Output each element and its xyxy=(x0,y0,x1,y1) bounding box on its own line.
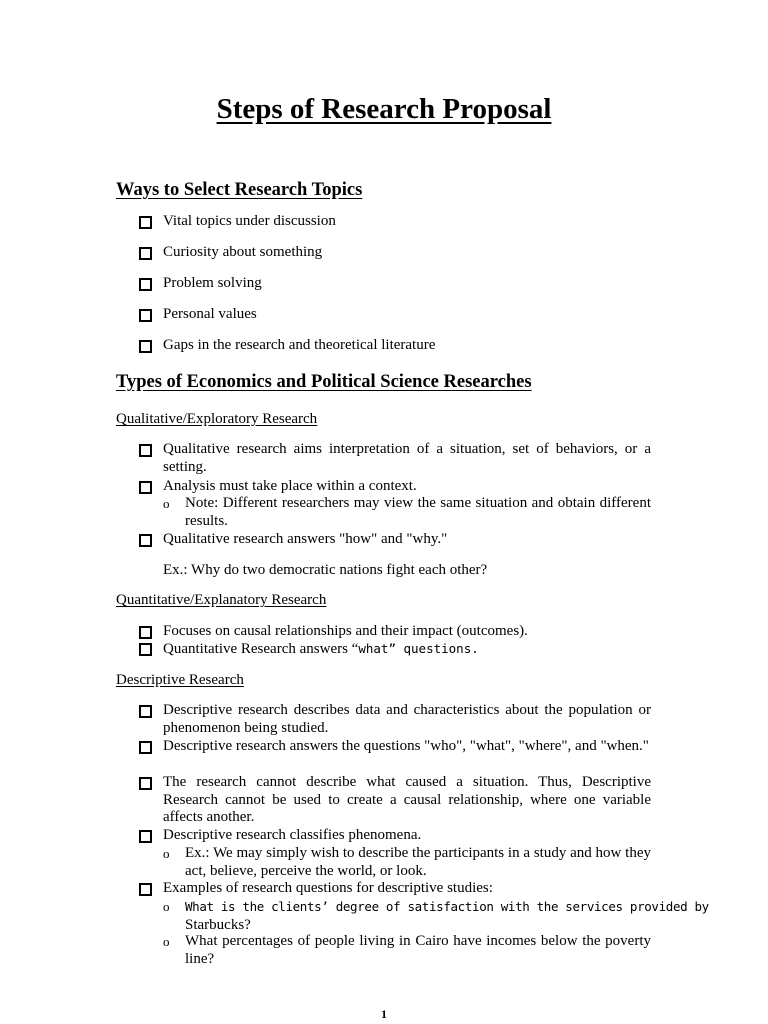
checkbox-bullet-icon xyxy=(139,340,152,353)
page-number: 1 xyxy=(381,1007,387,1021)
page-title: Steps of Research Proposal xyxy=(216,93,552,125)
list-item: Descriptive research answers the questions "who", "what", "where", and "when." xyxy=(163,738,649,754)
checkbox-bullet-icon xyxy=(139,741,152,754)
checkbox-bullet-icon xyxy=(139,830,152,843)
list-item: Vital topics under discussion xyxy=(163,213,336,229)
sub-list-item-text: Starbucks? xyxy=(185,916,251,933)
checkbox-bullet-icon xyxy=(139,444,152,457)
list-item: Qualitative research aims interpretation of a situation, set of behaviors, or a setting. xyxy=(163,441,651,475)
subheading-qualitative: Qualitative/Exploratory Research xyxy=(116,411,318,427)
list-item: Gaps in the research and theoretical literature xyxy=(163,337,436,353)
sub-bullet-marker: o xyxy=(163,496,170,511)
sub-bullet-marker: o xyxy=(163,934,170,949)
checkbox-bullet-icon xyxy=(139,626,152,639)
checkbox-bullet-icon xyxy=(139,883,152,896)
sub-bullet-marker: o xyxy=(163,899,170,914)
list-item-text: Quantitative Research answers “ xyxy=(163,641,359,657)
list-item: Qualitative research answers "how" and "why." xyxy=(163,531,448,547)
list-item: Personal values xyxy=(163,306,257,322)
subheading-quantitative: Quantitative/Explanatory Research xyxy=(116,592,327,608)
checkbox-bullet-icon xyxy=(139,309,152,322)
checkbox-bullet-icon xyxy=(139,534,152,547)
list-item: The research cannot describe what caused a situation. Thus, Descriptive Research cannot be used to create a causal relationship, where one variable affects another. xyxy=(163,774,651,825)
checkbox-bullet-icon xyxy=(139,247,152,260)
checkbox-bullet-icon xyxy=(139,777,152,790)
list-item: Curiosity about something xyxy=(163,244,323,260)
sub-list-item: What percentages of people living in Cairo have incomes below the poverty line? xyxy=(185,933,651,967)
checkbox-bullet-icon xyxy=(139,705,152,718)
list-item-mono-text: what” questions. xyxy=(358,641,479,656)
subheading-descriptive: Descriptive Research xyxy=(116,672,244,688)
sub-list-item xyxy=(185,898,709,934)
list-item: Problem solving xyxy=(163,275,262,291)
example-text: Ex.: Why do two democratic nations fight each other? xyxy=(163,562,488,578)
checkbox-bullet-icon xyxy=(139,481,152,494)
list-item: Descriptive research describes data and characteristics about the population or phenomenon being studied. xyxy=(163,702,651,736)
list-item: Analysis must take place within a context. xyxy=(163,478,417,494)
section-heading-select-topics: Ways to Select Research Topics xyxy=(116,180,363,200)
list-item: Descriptive research classifies phenomena. xyxy=(163,827,422,843)
sub-list-item-mono-text: What is the clients’ degree of satisfaction with the services provided by xyxy=(185,899,709,914)
checkbox-bullet-icon xyxy=(139,278,152,291)
sub-list-item: Ex.: We may simply wish to describe the participants in a study and how they act, believe, perceive the world, or look. xyxy=(185,845,651,879)
checkbox-bullet-icon xyxy=(139,216,152,229)
list-item xyxy=(163,640,479,659)
sub-list-item: Note: Different researchers may view the same situation and obtain different results. xyxy=(185,495,651,529)
section-heading-research-types: Types of Economics and Political Science Researches xyxy=(116,372,532,392)
checkbox-bullet-icon xyxy=(139,643,152,656)
list-item: Examples of research questions for descriptive studies: xyxy=(163,880,493,896)
list-item: Focuses on causal relationships and their impact (outcomes). xyxy=(163,623,528,639)
sub-bullet-marker: o xyxy=(163,846,170,861)
